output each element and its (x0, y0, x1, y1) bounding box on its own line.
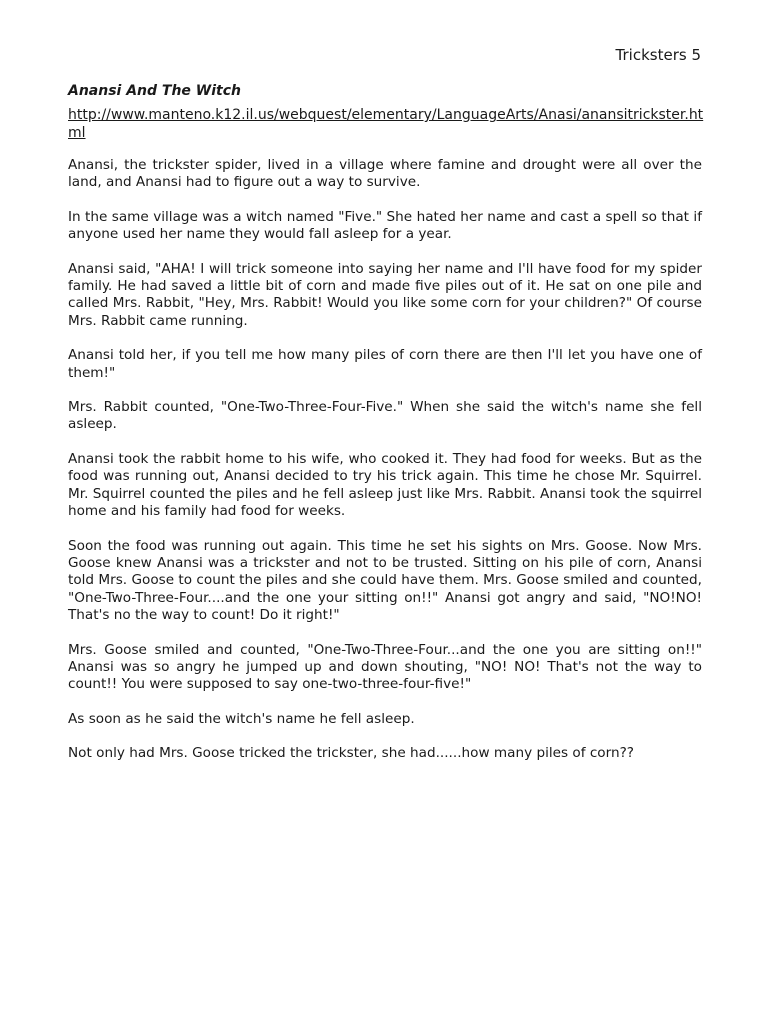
paragraph-4: Anansi told her, if you tell me how many piles of corn there are then I'll let you have one of them!" (68, 347, 702, 381)
paragraph-2: In the same village was a witch named "Five." She hated her name and cast a spell so that if anyone used her name they would fall asleep for a year. (68, 208, 702, 243)
paragraph-8: Mrs. Goose smiled and counted, "One-Two-Three-Four...and the one you are sitting on!!" Anansi was so angry he jumped up and down shouting, "NO! NO! That's not the way to count!! You were supposed to say one-two-three-four-five!" (68, 641, 702, 693)
paragraph-3: Anansi said, "AHA! I will trick someone into saying her name and I'll have food for my spider family. He had saved a little bit of corn and made five piles out of it. He sat on one pile and called Mrs. Rabbit, "Hey, Mrs. Rabbit! Would you like some corn for your children?" Of course Mrs. Rabbit came running. (68, 260, 702, 329)
paragraph-5: Mrs. Rabbit counted, "One-Two-Three-Four-Five." When she said the witch's name she fell asleep. (68, 399, 702, 433)
paragraph-10: Not only had Mrs. Goose tricked the trickster, she had......how many piles of corn?? (68, 745, 634, 762)
paragraph-9: As soon as he said the witch's name he fell asleep. (68, 710, 415, 727)
paragraph-1: Anansi, the trickster spider, lived in a village where famine and drought were all over the land, and Anansi had to figure out a way to survive. (68, 157, 702, 191)
story-body (68, 157, 702, 780)
story-title: Anansi And The Witch (68, 83, 242, 99)
paragraph-7: Soon the food was running out again. This time he set his sights on Mrs. Goose. Now Mrs. Goose knew Anansi was a trickster and not to be trusted. Sitting on his pile of corn, Anansi told Mrs. Goose to count the piles and she could have them. Mrs. Goose smiled and counted, "One-Two-Three-Four....and the one your sitting on!!" Anansi got angry and said, "NO!NO! That's no the way to count! Do it right!" (68, 537, 702, 624)
running-header: Tricksters 5 (615, 46, 701, 64)
source-link[interactable]: http://www.manteno.k12.il.us/webquest/elementary/LanguageArts/Anasi/anansitrickster.html (68, 107, 704, 141)
paragraph-6: Anansi took the rabbit home to his wife, who cooked it. They had food for weeks. But as the food was running out, Anansi decided to try his trick again. This time he chose Mr. Squirrel. Mr. Squirrel counted the piles and he fell asleep just like Mrs. Rabbit. Anansi took the squirrel home and his family had food for weeks. (68, 450, 702, 520)
